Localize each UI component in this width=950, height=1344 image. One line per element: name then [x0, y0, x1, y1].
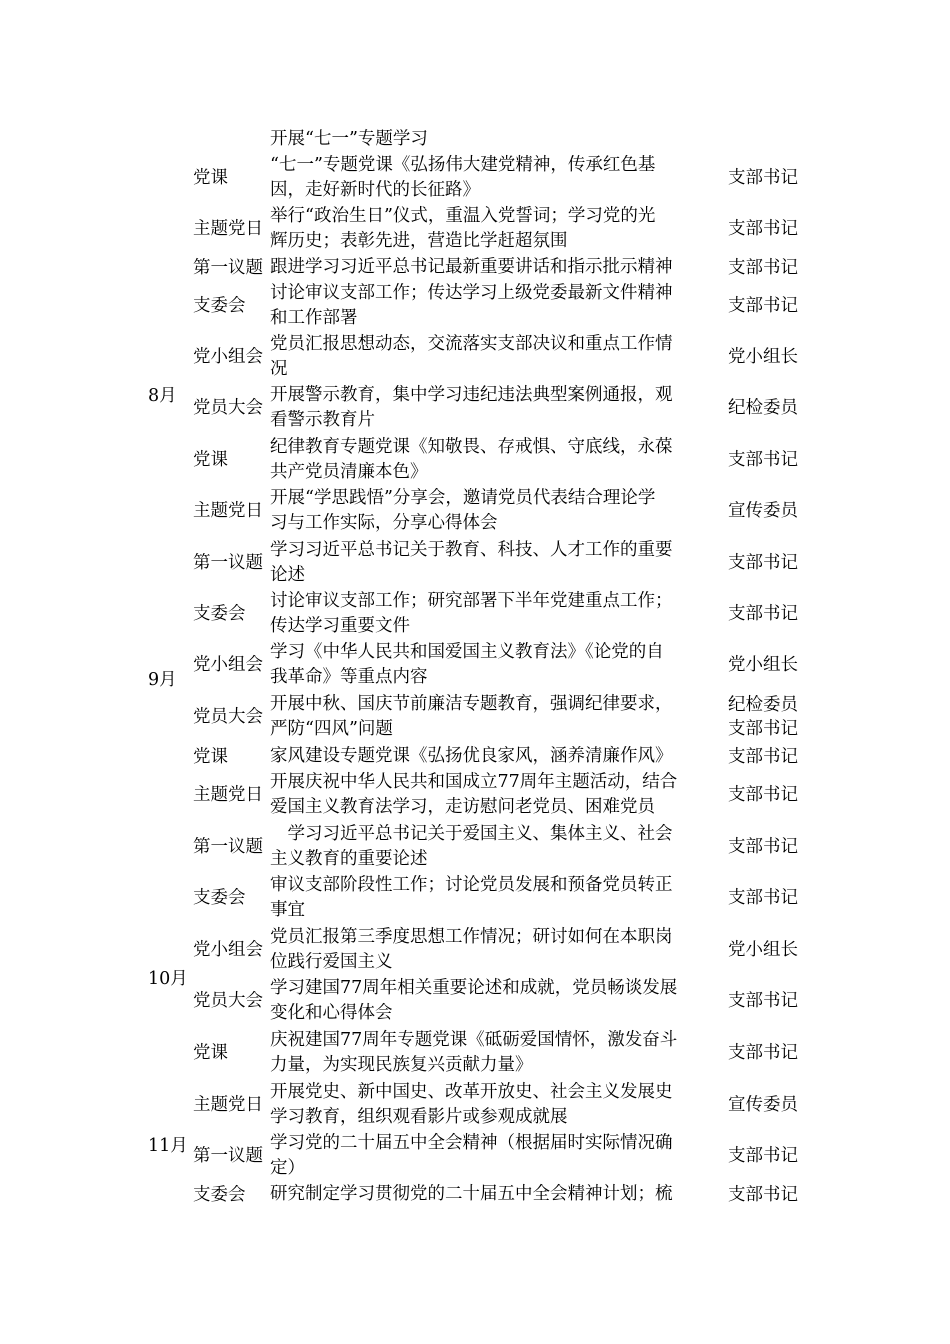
schedule-row	[0, 486, 950, 536]
activity-content	[270, 435, 717, 484]
responsible-person	[728, 873, 818, 923]
activity-content	[270, 486, 717, 535]
owner-name: 党小组长	[728, 655, 798, 675]
responsible-person	[728, 822, 818, 872]
owner-name: 支部书记	[728, 553, 798, 573]
responsible-person	[728, 486, 818, 536]
content-line: 定）	[270, 1157, 305, 1178]
content-line: 党员汇报第三季度思想工作情况；研讨如何在本职岗	[270, 927, 673, 947]
schedule-row	[0, 1182, 950, 1207]
responsible-person	[728, 153, 818, 203]
activity-type: 党课	[193, 1043, 228, 1063]
responsible-person	[728, 925, 818, 975]
schedule-row	[0, 281, 950, 331]
activity-content	[270, 589, 717, 638]
owner-name: 支部书记	[728, 296, 798, 316]
owner-name: 支部书记	[728, 1043, 798, 1063]
content-line: 和工作部署	[270, 307, 358, 328]
content-line: 学习教育，组织观看影片或参观成就展	[270, 1106, 568, 1127]
activity-type: 第一议题	[193, 837, 263, 857]
responsible-person	[728, 976, 818, 1026]
activity-type	[193, 127, 273, 152]
content-line: 研究制定学习贯彻党的二十届五中全会精神计划；梳	[270, 1184, 673, 1204]
activity-type: 党员大会	[193, 398, 263, 418]
schedule-row	[0, 332, 950, 382]
content-line: 学习习近平总书记关于教育、科技、人才工作的重要	[270, 540, 673, 560]
content-line: 讨论审议支部工作；传达学习上级党委最新文件精神	[270, 283, 673, 303]
schedule-row	[0, 976, 950, 1026]
schedule-row	[0, 822, 950, 872]
content-line: 我革命》等重点内容	[270, 666, 428, 687]
owner-name: 支部书记	[728, 1146, 798, 1166]
month-label: 9月	[148, 670, 177, 690]
activity-content	[270, 1182, 717, 1207]
activity-content	[270, 204, 717, 253]
activity-type: 党课	[193, 168, 228, 188]
content-line: 严防“四风”问题	[270, 718, 393, 739]
activity-content	[270, 770, 717, 819]
responsible-person	[728, 281, 818, 331]
activity-content	[270, 332, 717, 381]
content-line: 开展中秋、国庆节前廉洁专题教育，强调纪律要求，	[270, 694, 673, 714]
activity-type: 党课	[193, 746, 228, 767]
content-line: 习与工作实际，分享心得体会	[270, 512, 498, 533]
schedule-row	[0, 127, 950, 152]
content-line: 传达学习重要文件	[270, 615, 410, 636]
owner-name: 支部书记	[728, 991, 798, 1011]
activity-content	[270, 383, 717, 432]
content-line: 纪律教育专题党课《知敬畏、存戒惧、守底线，永葆	[270, 437, 673, 457]
responsible-person	[728, 1028, 818, 1078]
activity-content	[270, 255, 717, 280]
activity-content	[270, 925, 717, 974]
content-line: 爱国主义教育法学习，走访慰问老党员、困难党员	[270, 796, 655, 817]
schedule-row	[0, 692, 950, 742]
activity-type: 支委会	[193, 1184, 246, 1205]
responsible-person	[728, 692, 818, 742]
owner-name: 支部书记	[728, 1184, 798, 1205]
content-line: 学习习近平总书记关于爱国主义、集体主义、社会	[270, 824, 673, 844]
activity-content	[270, 873, 717, 922]
content-line: 党员汇报思想动态，交流落实支部决议和重点工作情	[270, 334, 673, 354]
owner-name: 纪检委员	[728, 398, 798, 418]
content-line: 讨论审议支部工作；研究部署下半年党建重点工作；	[270, 591, 673, 611]
content-line: 庆祝建国77周年专题党课《砥砺爱国情怀，激发奋斗	[270, 1030, 678, 1050]
activity-type: 第一议题	[193, 1146, 263, 1166]
activity-content	[270, 127, 717, 152]
content-line: 审议支部阶段性工作；讨论党员发展和预备党员转正	[270, 875, 673, 895]
activity-type: 党员大会	[193, 707, 263, 727]
content-line: 开展党史、新中国史、改革开放史、社会主义发展史	[270, 1082, 673, 1102]
activity-content	[270, 640, 717, 689]
schedule-row	[0, 1028, 950, 1078]
responsible-person	[728, 435, 818, 485]
owner-name: 党小组长	[728, 347, 798, 367]
schedule-row	[0, 589, 950, 639]
activity-content	[270, 538, 717, 587]
activity-content	[270, 281, 717, 330]
activity-type: 第一议题	[193, 257, 263, 278]
month-label: 8月	[148, 386, 177, 406]
content-line: “七一”专题党课《弘扬伟大建党精神，传承红色基	[270, 155, 656, 175]
schedule-row	[0, 744, 950, 769]
owner-name: 支部书记	[728, 785, 798, 805]
schedule-row	[0, 255, 950, 280]
activity-type: 党课	[193, 450, 228, 470]
owner-name: 支部书记	[728, 450, 798, 470]
activity-content	[270, 153, 717, 202]
activity-type: 党小组会	[193, 655, 263, 675]
schedule-row	[0, 435, 950, 485]
content-line: 因，走好新时代的长征路》	[270, 179, 480, 200]
responsible-person	[728, 538, 818, 588]
month-label: 10月	[148, 969, 188, 989]
content-line: 举行“政治生日”仪式，重温入党誓词；学习党的光	[270, 206, 656, 226]
responsible-person	[728, 204, 818, 254]
content-line: 家风建设专题党课《弘扬优良家风，涵养清廉作风》	[270, 746, 673, 766]
content-line: 学习《中华人民共和国爱国主义教育法》《论党的自	[270, 642, 664, 662]
content-line: 学习建国77周年相关重要论述和成就，党员畅谈发展	[270, 978, 678, 998]
responsible-person	[728, 770, 818, 820]
owner-name: 宣传委员	[728, 1095, 798, 1115]
responsible-person	[728, 332, 818, 382]
responsible-person	[728, 1182, 818, 1207]
owner-name: 纪检委员	[728, 695, 798, 715]
schedule-row	[0, 640, 950, 690]
owner-name: 支部书记	[728, 719, 798, 739]
activity-type: 党员大会	[193, 991, 263, 1011]
schedule-row	[0, 538, 950, 588]
content-line: 变化和心得体会	[270, 1002, 393, 1023]
content-line: 共产党员清廉本色》	[270, 461, 428, 482]
content-line: 主义教育的重要论述	[270, 848, 428, 869]
responsible-person	[728, 127, 818, 152]
owner-name: 支部书记	[728, 257, 798, 278]
content-line: 位践行爱国主义	[270, 951, 393, 972]
activity-content	[270, 822, 717, 871]
activity-type: 主题党日	[193, 501, 263, 521]
owner-name: 支部书记	[728, 604, 798, 624]
activity-content	[270, 1028, 717, 1077]
responsible-person	[728, 1131, 818, 1181]
content-line: 开展庆祝中华人民共和国成立77周年主题活动，结合	[270, 772, 678, 792]
responsible-person	[728, 255, 818, 280]
activity-content	[270, 976, 717, 1025]
content-line: 跟进学习习近平总书记最新重要讲话和指示批示精神	[270, 257, 673, 277]
month-label: 11月	[148, 1136, 188, 1156]
content-line: 事宜	[270, 899, 305, 920]
schedule-row	[0, 1131, 950, 1181]
responsible-person	[728, 640, 818, 690]
owner-name: 支部书记	[728, 888, 798, 908]
activity-type: 支委会	[193, 296, 246, 316]
responsible-person	[728, 589, 818, 639]
content-line: 况	[270, 358, 288, 379]
content-line: 开展“学思践悟”分享会，邀请党员代表结合理论学	[270, 488, 656, 508]
content-line: 开展警示教育，集中学习违纪违法典型案例通报，观	[270, 385, 673, 405]
activity-content	[270, 744, 717, 769]
content-line: 开展“七一”专题学习	[270, 129, 428, 149]
activity-content	[270, 1080, 717, 1129]
owner-name: 宣传委员	[728, 501, 798, 521]
content-line: 看警示教育片	[270, 409, 375, 430]
owner-name: 支部书记	[728, 168, 798, 188]
activity-type: 支委会	[193, 604, 246, 624]
activity-type: 第一议题	[193, 553, 263, 573]
content-line: 力量，为实现民族复兴贡献力量》	[270, 1054, 533, 1075]
activity-content	[270, 692, 717, 741]
schedule-row	[0, 873, 950, 923]
schedule-row	[0, 925, 950, 975]
activity-type: 主题党日	[193, 219, 263, 239]
owner-name: 支部书记	[728, 837, 798, 857]
content-line: 论述	[270, 564, 305, 585]
content-line: 辉历史；表彰先进，营造比学赶超氛围	[270, 230, 568, 251]
owner-name: 支部书记	[728, 219, 798, 239]
schedule-row	[0, 770, 950, 820]
activity-type: 支委会	[193, 888, 246, 908]
activity-type: 党小组会	[193, 940, 263, 960]
owner-name: 党小组长	[728, 940, 798, 960]
activity-content	[270, 1131, 717, 1180]
schedule-row	[0, 1080, 950, 1130]
schedule-row	[0, 153, 950, 203]
responsible-person	[728, 1080, 818, 1130]
schedule-row	[0, 204, 950, 254]
schedule-row	[0, 383, 950, 433]
activity-type: 主题党日	[193, 785, 263, 805]
activity-type: 主题党日	[193, 1095, 263, 1115]
activity-type: 党小组会	[193, 347, 263, 367]
responsible-person	[728, 383, 818, 433]
owner-name: 支部书记	[728, 746, 798, 767]
content-line: 学习党的二十届五中全会精神（根据届时实际情况确	[270, 1133, 673, 1153]
responsible-person	[728, 744, 818, 769]
